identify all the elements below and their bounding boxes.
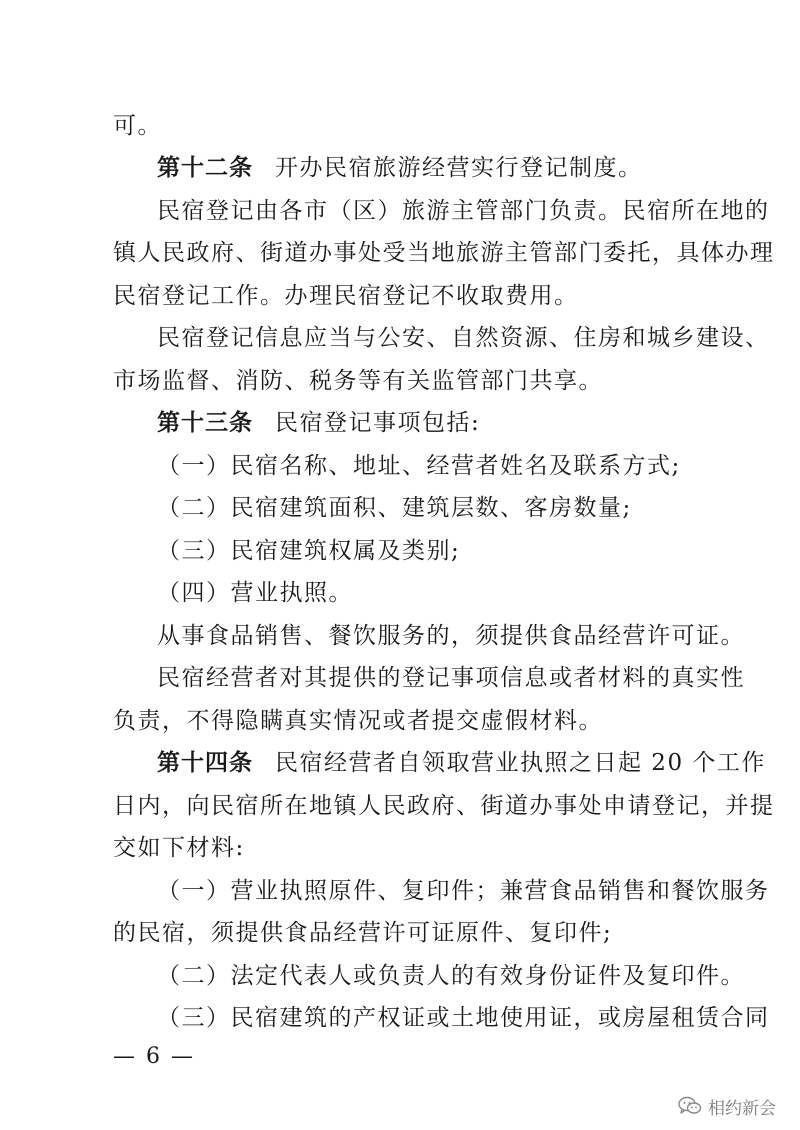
text-line: 日内，向民宿所在地镇人民政府、街道办事处申请登记，并提 bbox=[113, 793, 775, 819]
article-heading: 第十四条 bbox=[157, 749, 253, 776]
article-13 bbox=[0, 408, 800, 438]
list-item: （三）民宿建筑的产权证或土地使用证，或房屋租赁合同 bbox=[157, 1005, 770, 1031]
article-heading: 第十二条 bbox=[157, 154, 253, 181]
text-line: 民宿登记工作。办理民宿登记不收取费用。 bbox=[113, 283, 579, 309]
article-text: 开办民宿旅游经营实行登记制度。 bbox=[275, 155, 643, 181]
text-line: 镇人民政府、街道办事处受当地旅游主管部门委托，具体办理 bbox=[113, 240, 775, 266]
article-heading: 第十三条 bbox=[157, 409, 253, 436]
article-text: 民宿经营者自领取营业执照之日起 20 个工作 bbox=[275, 750, 766, 776]
article-text: 民宿登记事项包括: bbox=[275, 410, 481, 436]
text-line: 从事食品销售、餐饮服务的，须提供食品经营许可证。 bbox=[157, 623, 745, 649]
text-line: 交如下材料: bbox=[113, 835, 245, 861]
watermark-text: 相约新会 bbox=[708, 1098, 776, 1119]
text-line: 民宿经营者对其提供的登记事项信息或者材料的真实性 bbox=[157, 665, 745, 691]
list-item: （一）营业执照原件、复印件；兼营食品销售和餐饮服务 bbox=[157, 878, 770, 904]
text-line: 的民宿，须提供食品经营许可证原件、复印件; bbox=[113, 920, 613, 946]
list-item: （二）法定代表人或负责人的有效身份证件及复印件。 bbox=[157, 963, 745, 989]
list-item: （三）民宿建筑权属及类别; bbox=[157, 538, 461, 564]
article-12 bbox=[0, 153, 800, 183]
page-number: — 6 — bbox=[113, 1044, 195, 1069]
text-line: 民宿登记由各市（区）旅游主管部门负责。民宿所在地的 bbox=[157, 198, 770, 224]
wechat-icon bbox=[678, 1096, 702, 1116]
watermark bbox=[678, 1092, 776, 1120]
text-line: 民宿登记信息应当与公安、自然资源、住房和城乡建设、 bbox=[157, 325, 770, 351]
list-item: （一）民宿名称、地址、经营者姓名及联系方式; bbox=[157, 453, 681, 479]
list-item: （四）营业执照。 bbox=[157, 580, 353, 606]
article-14 bbox=[0, 748, 800, 778]
text-line: 可。 bbox=[113, 113, 162, 139]
list-item: （二）民宿建筑面积、建筑层数、客房数量; bbox=[157, 495, 632, 521]
text-line: 负责，不得隐瞒真实情况或者提交虚假材料。 bbox=[113, 708, 603, 734]
text-line: 市场监督、消防、税务等有关监管部门共享。 bbox=[113, 368, 603, 394]
